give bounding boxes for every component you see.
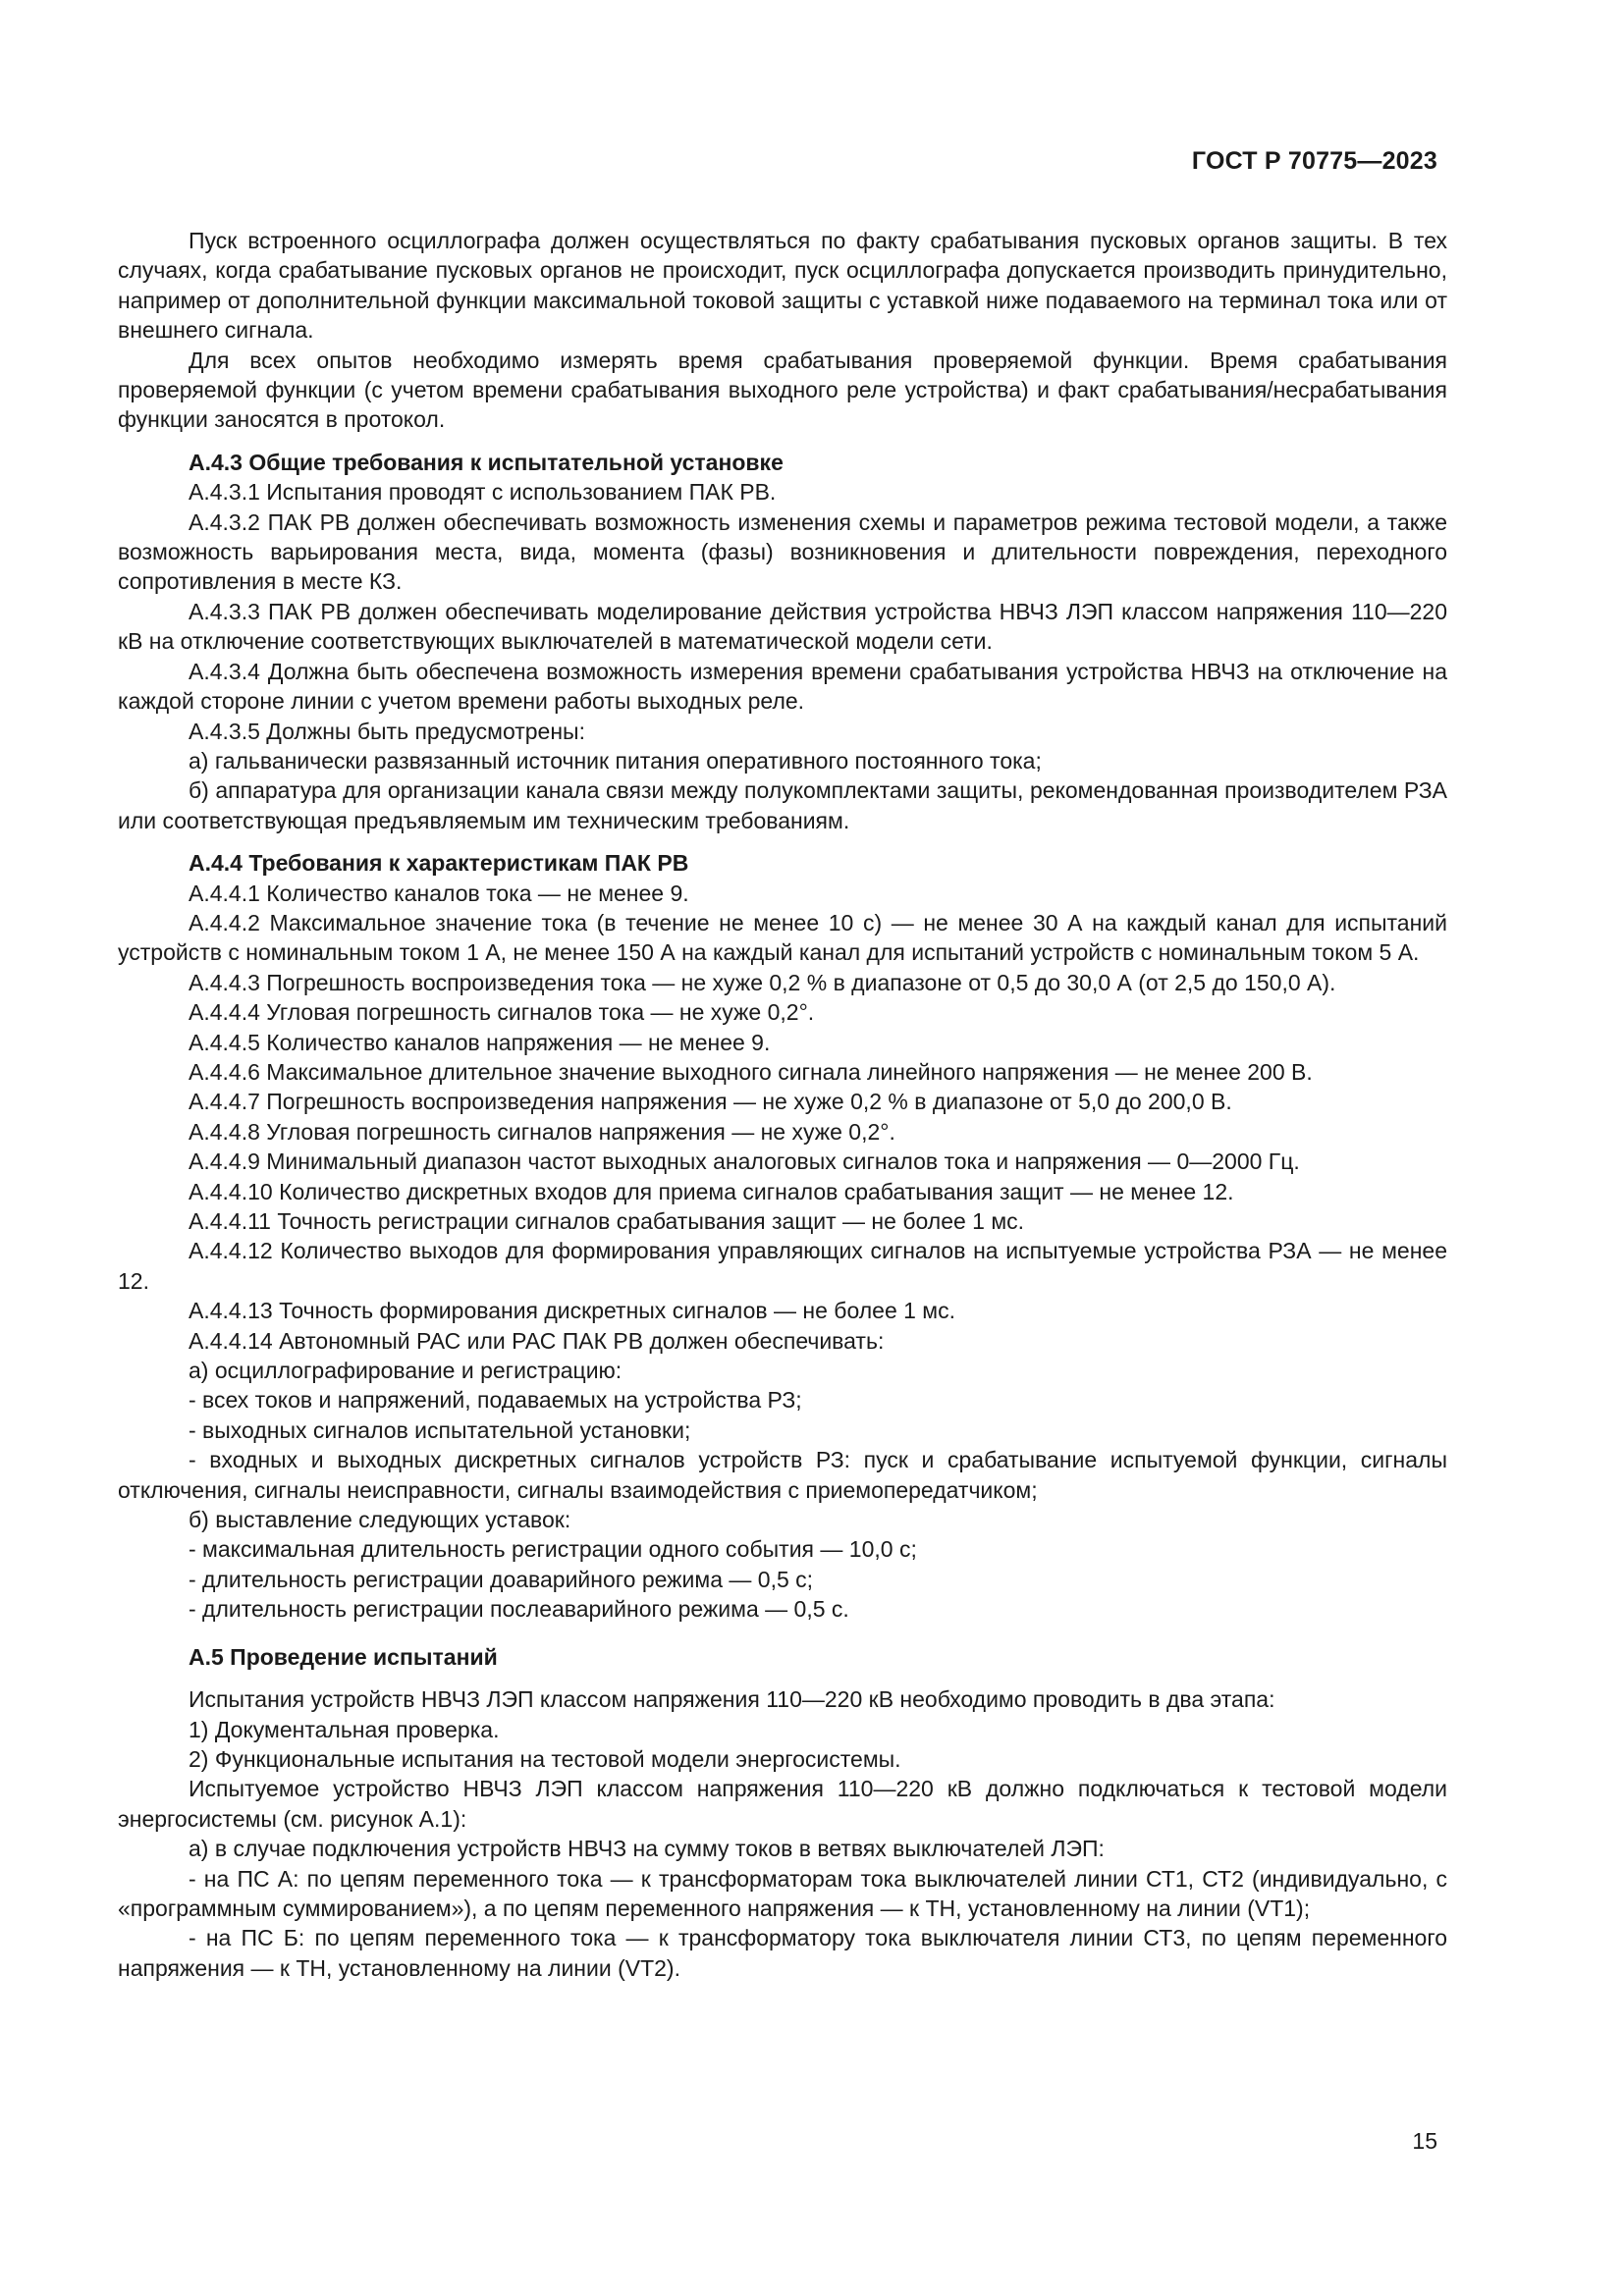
paragraph: А.4.4.10 Количество дискретных входов для приема сигналов срабатывания защит — не менее 12. — [189, 1178, 1234, 1204]
paragraph: А.4.4.11 Точность регистрации сигналов срабатывания защит — не более 1 мс. — [189, 1208, 1025, 1234]
list-item: - на ПС А: по цепям переменного тока — к трансформаторам тока выключателей линии СТ1, СТ2 (индивидуально, с «программным суммированием»), а по цепям переменного напряжения — к ТН, установленному на линии (VT1); — [118, 1865, 1447, 1921]
paragraph: А.4.4.9 Минимальный диапазон частот выходных аналоговых сигналов тока и напряжения — 0—2000 Гц. — [189, 1148, 1300, 1175]
paragraph: А.4.4.2 Максимальное значение тока (в течение не менее 10 с) — не менее 30 А на каждый канал для испытаний устройств с номинальным током 1 А, не менее 150 А на каждый канал для испытаний устройств с номинальным током 5 А. — [118, 909, 1447, 966]
list-item: - на ПС Б: по цепям переменного тока — к трансформатору тока выключателя линии СТ3, по цепям переменного напряжения — к ТН, установленному на линии (VT2). — [118, 1925, 1447, 1981]
section-heading: А.5 Проведение испытаний — [189, 1643, 498, 1670]
list-item: 1) Документальная проверка. — [189, 1716, 500, 1742]
section-heading: А.4.3 Общие требования к испытательной установке — [189, 449, 784, 475]
paragraph: Испытания устройств НВЧЗ ЛЭП классом напряжения 110—220 кВ необходимо проводить в два этапа: — [189, 1686, 1275, 1713]
paragraph: А.4.4.8 Угловая погрешность сигналов напряжения — не хуже 0,2°. — [189, 1118, 895, 1145]
paragraph: А.4.4.1 Количество каналов тока — не менее 9. — [189, 880, 689, 906]
paragraph: А.4.4.6 Максимальное длительное значение выходного сигнала линейного напряжения — не менее 200 В. — [189, 1058, 1313, 1085]
list-item: 2) Функциональные испытания на тестовой модели энергосистемы. — [189, 1745, 901, 1772]
paragraph: Для всех опытов необходимо измерять время срабатывания проверяемой функции. Время срабатывания проверяемой функции (с учетом времени срабатывания выходного реле устройства) и факт срабатывания/несрабатывания функции заносятся в протокол. — [118, 347, 1447, 433]
paragraph: Пуск встроенного осциллографа должен осуществляться по факту срабатывания пусковых органов защиты. В тех случаях, когда срабатывание пусковых органов не происходит, пуск осциллографа допускается производить принудительно, например от дополнительной функции максимальной токовой защиты с уставкой ниже подаваемого на терминал тока или от внешнего сигнала. — [118, 228, 1447, 344]
paragraph: Испытуемое устройство НВЧЗ ЛЭП классом напряжения 110—220 кВ должно подключаться к тестовой модели энергосистемы (см. рисунок А.1): — [118, 1776, 1447, 1832]
paragraph: А.4.4.12 Количество выходов для формирования управляющих сигналов на испытуемые устройства РЗА — не менее 12. — [118, 1238, 1447, 1294]
paragraph: А.4.4.13 Точность формирования дискретных сигналов — не более 1 мс. — [189, 1298, 956, 1324]
list-item: - максимальная длительность регистрации одного события — 10,0 с; — [189, 1536, 917, 1563]
paragraph: А.4.4.5 Количество каналов напряжения — не менее 9. — [189, 1029, 771, 1055]
list-item: - входных и выходных дискретных сигналов устройств РЗ: пуск и срабатывание испытуемой функции, сигналы отключения, сигналы неисправности, сигналы взаимодействия с приемопередатчиком; — [118, 1447, 1447, 1503]
document-body — [118, 226, 1447, 1983]
list-item: - длительность регистрации доаварийного режима — 0,5 с; — [189, 1566, 814, 1592]
paragraph: А.4.3.5 Должны быть предусмотрены: — [189, 718, 585, 744]
document-code-header: ГОСТ Р 70775—2023 — [1191, 147, 1437, 175]
list-item: а) осциллографирование и регистрацию: — [189, 1358, 623, 1384]
paragraph: А.4.4.14 Автономный РАС или РАС ПАК РВ должен обеспечивать: — [189, 1327, 885, 1354]
paragraph: А.4.4.4 Угловая погрешность сигналов тока — не хуже 0,2°. — [189, 999, 815, 1026]
section-heading: А.4.4 Требования к характеристикам ПАК РВ — [189, 850, 689, 877]
page-number: 15 — [1412, 2128, 1437, 2154]
paragraph: А.4.4.3 Погрешность воспроизведения тока — не хуже 0,2 % в диапазоне от 0,5 до 30,0 А (от 2,5 до 150,0 А). — [189, 969, 1336, 995]
paragraph: А.4.3.4 Должна быть обеспечена возможность измерения времени срабатывания устройства НВЧЗ на отключение на каждой стороне линии с учетом времени работы выходных реле. — [118, 658, 1447, 715]
paragraph: А.4.3.3 ПАК РВ должен обеспечивать моделирование действия устройства НВЧЗ ЛЭП классом напряжения 110—220 кВ на отключение соответствующих выключателей в математической модели сети. — [118, 598, 1447, 655]
paragraph: А.4.4.7 Погрешность воспроизведения напряжения — не хуже 0,2 % в диапазоне от 5,0 до 200,0 В. — [189, 1089, 1232, 1115]
list-item: - длительность регистрации послеаварийного режима — 0,5 с. — [189, 1596, 849, 1623]
list-item: - всех токов и напряжений, подаваемых на устройства РЗ; — [189, 1387, 802, 1414]
list-item: а) в случае подключения устройств НВЧЗ на сумму токов в ветвях выключателей ЛЭП: — [189, 1836, 1105, 1862]
list-item: - выходных сигналов испытательной установки; — [189, 1416, 691, 1443]
list-item: б) аппаратура для организации канала связи между полукомплектами защиты, рекомендованная производителем РЗА или соответствующая предъявляемым им техническим требованиям. — [118, 777, 1447, 833]
list-item: а) гальванически развязанный источник питания оперативного постоянного тока; — [189, 747, 1042, 774]
paragraph: А.4.3.2 ПАК РВ должен обеспечивать возможность изменения схемы и параметров режима тестовой модели, а также возможность варьирования места, вида, момента (фазы) возникновения и длительности повреждения, переходного сопротивления в месте КЗ. — [118, 508, 1447, 595]
list-item: б) выставление следующих уставок: — [189, 1507, 571, 1533]
paragraph: А.4.3.1 Испытания проводят с использованием ПАК РВ. — [189, 479, 777, 506]
